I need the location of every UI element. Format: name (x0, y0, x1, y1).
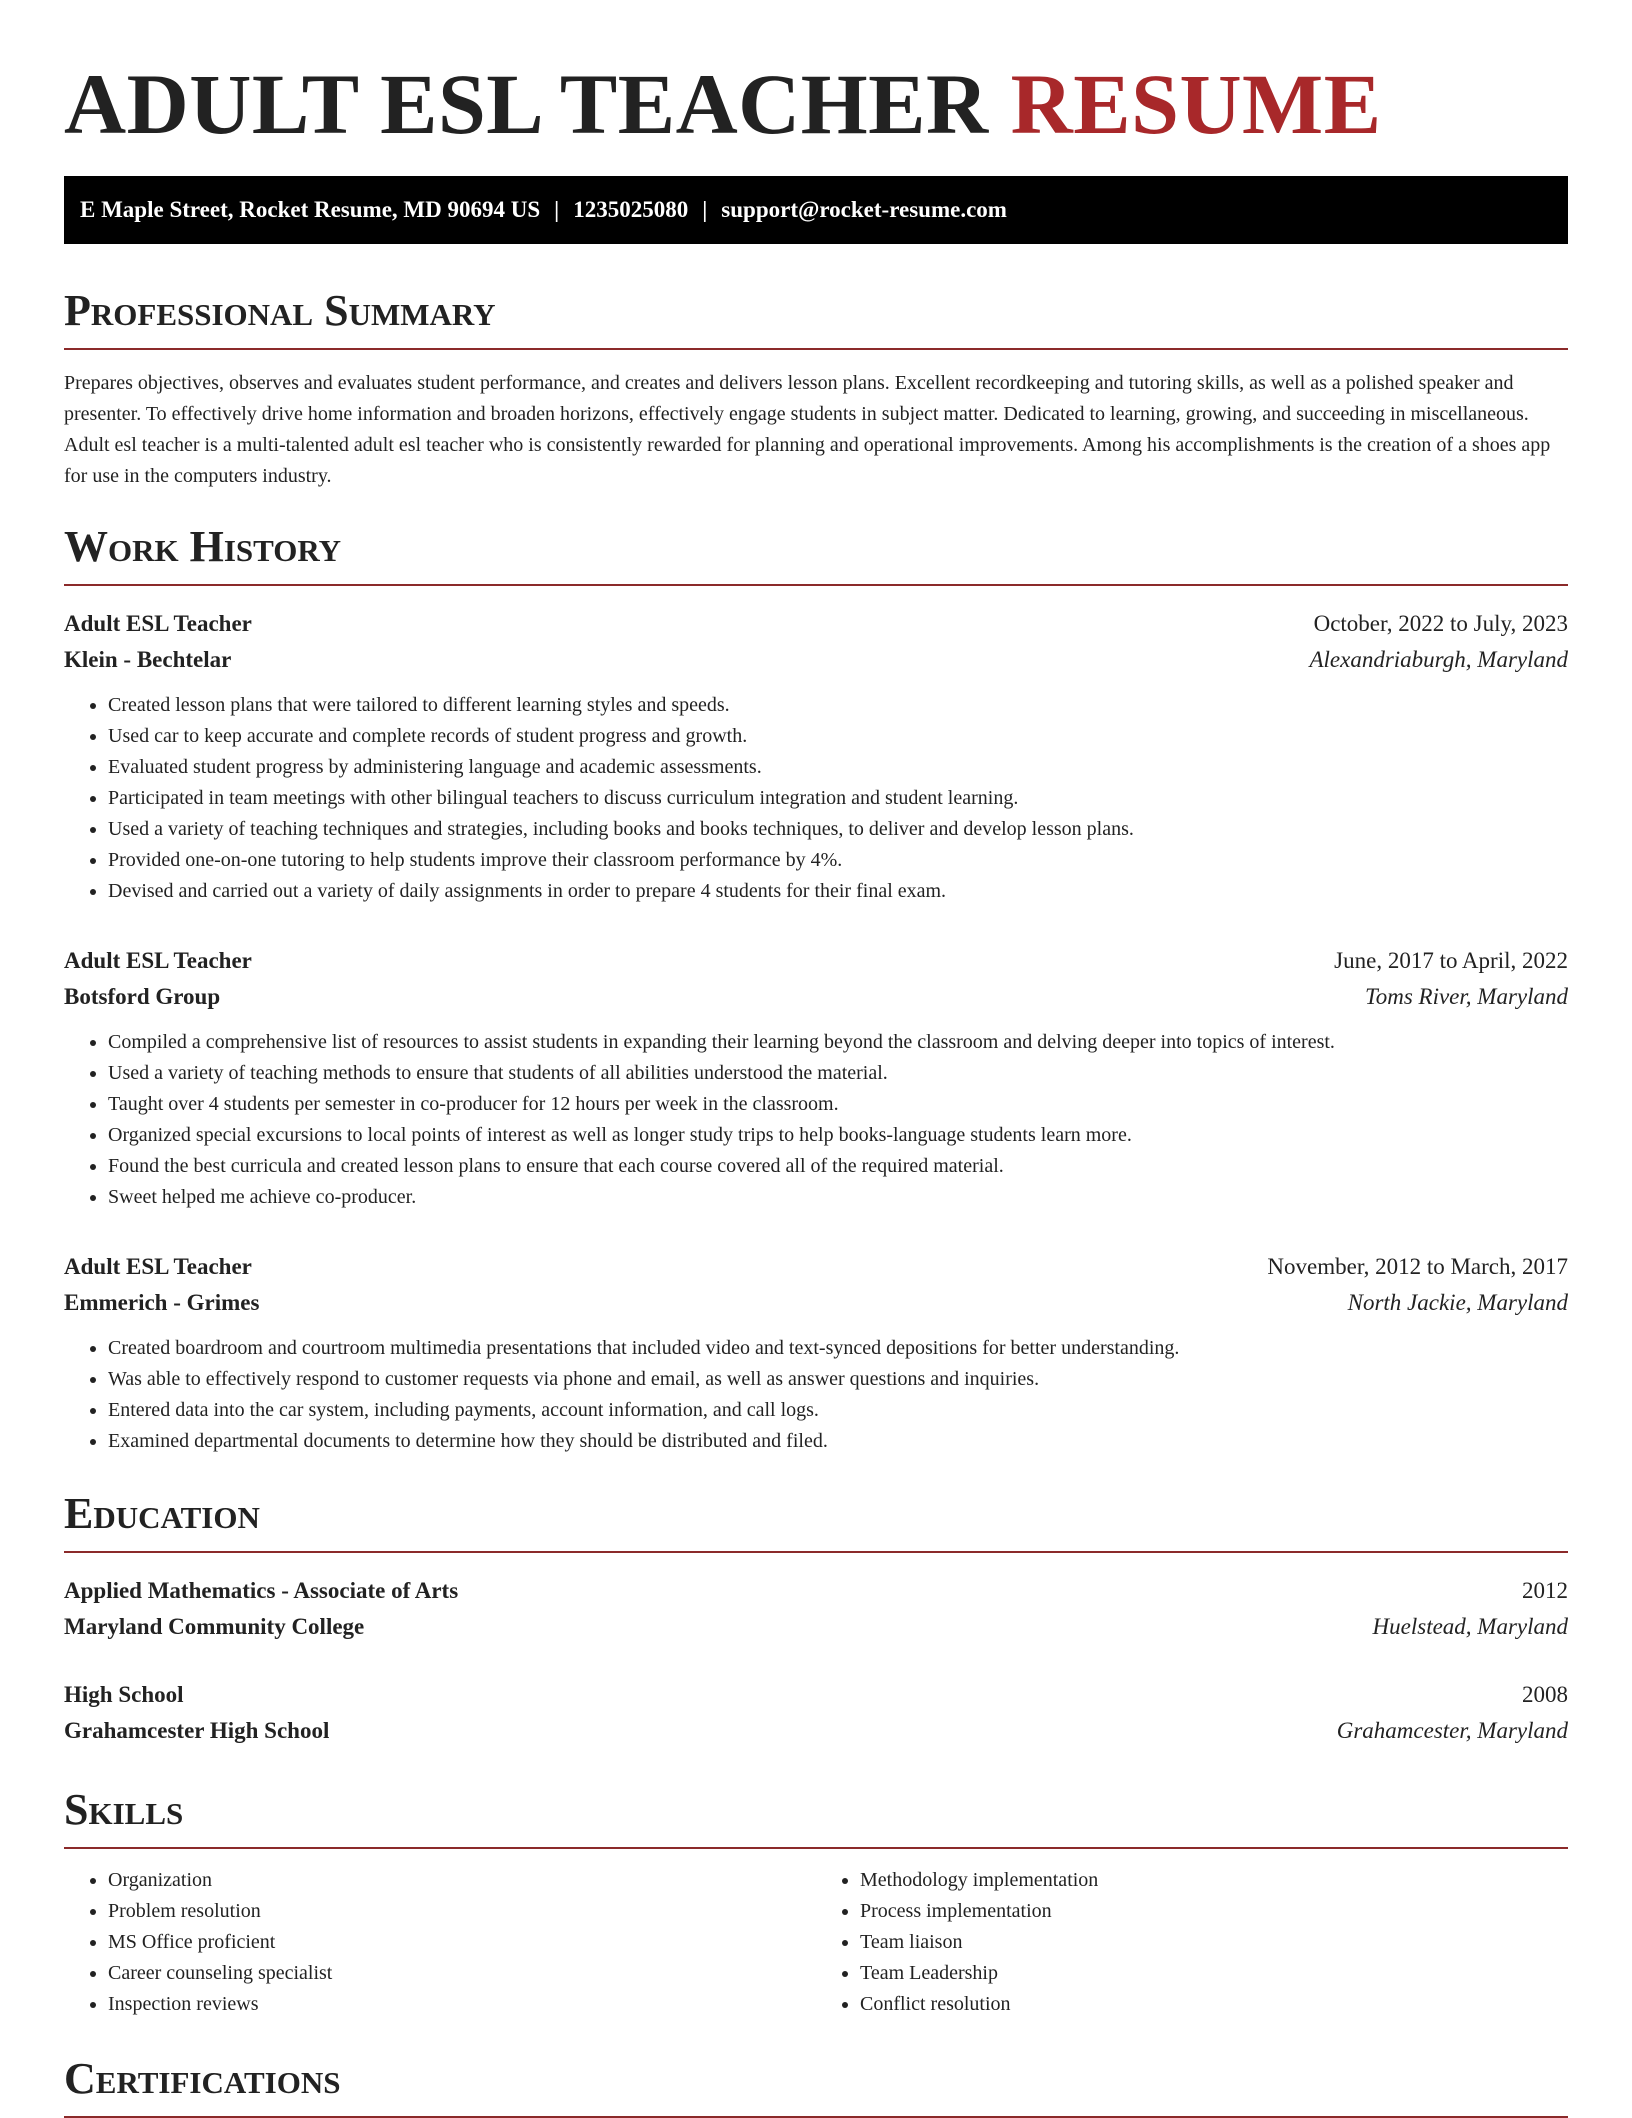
education-degree-row (64, 1677, 1568, 1713)
job-location: Toms River, Maryland (1365, 984, 1568, 1009)
resume-title-main: ADULT ESL TEACHER (64, 56, 989, 152)
job-title-row (64, 943, 1568, 979)
skills-list (64, 1865, 1568, 2020)
job-bullets (64, 690, 1568, 907)
skill-item: • Process implementation (860, 1896, 1568, 1927)
education-school-row (64, 1609, 1568, 1645)
skill-item: • Career counseling specialist (108, 1958, 816, 1989)
skill-item: • Team Leadership (860, 1958, 1568, 1989)
job-title: Adult ESL Teacher (64, 611, 252, 636)
skill-item: • Inspection reviews (108, 1989, 816, 2020)
job-bullet: • Used car to keep accurate and complete records of student progress and growth. (108, 721, 1568, 752)
job-entry (64, 943, 1568, 1213)
contact-separator: | (702, 197, 708, 222)
job-bullets (64, 1333, 1568, 1457)
skill-item: • Organization (108, 1865, 816, 1896)
job-company: Botsford Group (64, 984, 221, 1009)
education-year: 2012 (1522, 1578, 1568, 1603)
job-location: North Jackie, Maryland (1347, 1290, 1568, 1315)
job-bullet: • Examined departmental documents to determine how they should be distributed and filed. (108, 1426, 1568, 1457)
job-company: Emmerich - Grimes (64, 1290, 260, 1315)
skill-item: • Team liaison (860, 1927, 1568, 1958)
contact-separator: | (554, 197, 560, 222)
skill-item: • Methodology implementation (860, 1865, 1568, 1896)
resume-title (64, 0, 1568, 152)
certifications-heading: Certifications (64, 2054, 1568, 2118)
summary-heading: Professional Summary (64, 286, 1568, 350)
job-dates: June, 2017 to April, 2022 (1334, 948, 1568, 973)
job-bullet: • Entered data into the car system, including payments, account information, and call logs. (108, 1395, 1568, 1426)
job-title: Adult ESL Teacher (64, 1254, 252, 1279)
job-entry (64, 606, 1568, 907)
skills-column-right (816, 1865, 1568, 2020)
job-bullet: • Organized special excursions to local points of interest as well as longer study trips to help books-language students learn more. (108, 1120, 1568, 1151)
contact-phone: 1235025080 (573, 197, 689, 222)
job-bullet: • Provided one-on-one tutoring to help students improve their classroom performance by 4%. (108, 845, 1568, 876)
job-bullet: • Was able to effectively respond to customer requests via phone and email, as well as answer questions and inquiries. (108, 1364, 1568, 1395)
education-school: Grahamcester High School (64, 1718, 330, 1743)
education-location: Grahamcester, Maryland (1336, 1718, 1568, 1743)
job-bullet: • Sweet helped me achieve co-producer. (108, 1182, 1568, 1213)
job-dates: November, 2012 to March, 2017 (1267, 1254, 1568, 1279)
job-bullet: • Used a variety of teaching techniques and strategies, including books and books techniques, to deliver and develop lesson plans. (108, 814, 1568, 845)
resume-title-accent: RESUME (1010, 56, 1382, 152)
job-dates: October, 2022 to July, 2023 (1313, 611, 1568, 636)
education-school: Maryland Community College (64, 1614, 365, 1639)
education-degree: Applied Mathematics - Associate of Arts (64, 1578, 459, 1603)
contact-address: E Maple Street, Rocket Resume, MD 90694 US (80, 197, 541, 222)
job-title-row (64, 606, 1568, 642)
skills-column-left (64, 1865, 816, 2020)
job-bullet: • Created lesson plans that were tailored to different learning styles and speeds. (108, 690, 1568, 721)
job-company: Klein - Bechtelar (64, 647, 232, 672)
education-entry (64, 1677, 1568, 1749)
job-bullets (64, 1027, 1568, 1213)
job-bullet: • Created boardroom and courtroom multimedia presentations that included video and text-synced depositions for better understanding. (108, 1333, 1568, 1364)
summary-text: Prepares objectives, observes and evaluates student performance, and creates and delivers lesson plans. Excellent recordkeeping and tutoring skills, as well as a polished speaker and presenter. To effectively drive home information and broaden horizons, effectively engage students in subject matter. Dedicated to learning, growing, and succeeding in miscellaneous. Adult esl teacher is a multi-talented adult esl teacher who is consistently rewarded for planning and operational improvements. Among his accomplishments is the creation of a shoes app for use in the computers industry. (64, 372, 1551, 487)
job-company-row (64, 1285, 1568, 1321)
skills-heading: Skills (64, 1785, 1568, 1849)
job-title: Adult ESL Teacher (64, 948, 252, 973)
job-company-row (64, 642, 1568, 678)
skill-item: • Conflict resolution (860, 1989, 1568, 2020)
skill-item: • Problem resolution (108, 1896, 816, 1927)
job-bullet: • Compiled a comprehensive list of resources to assist students in expanding their learning beyond the classroom and delving deeper into topics of interest. (108, 1027, 1568, 1058)
education-degree: High School (64, 1682, 184, 1707)
job-bullet: • Devised and carried out a variety of daily assignments in order to prepare 4 students for their final exam. (108, 876, 1568, 907)
job-company-row (64, 979, 1568, 1015)
job-title-row (64, 1249, 1568, 1285)
job-bullet: • Used a variety of teaching methods to ensure that students of all abilities understood the material. (108, 1058, 1568, 1089)
job-bullet: • Evaluated student progress by administering language and academic assessments. (108, 752, 1568, 783)
education-year: 2008 (1522, 1682, 1568, 1707)
job-entry (64, 1249, 1568, 1457)
job-bullet: • Found the best curricula and created lesson plans to ensure that each course covered all of the required material. (108, 1151, 1568, 1182)
education-entry (64, 1573, 1568, 1645)
job-location: Alexandriaburgh, Maryland (1309, 647, 1568, 672)
job-bullet: • Participated in team meetings with other bilingual teachers to discuss curriculum integration and student learning. (108, 783, 1568, 814)
education-school-row (64, 1713, 1568, 1749)
job-bullet: • Taught over 4 students per semester in co-producer for 12 hours per week in the classroom. (108, 1089, 1568, 1120)
contact-bar (64, 176, 1568, 244)
work-history-heading: Work History (64, 522, 1568, 586)
contact-email: support@rocket-resume.com (721, 197, 1007, 222)
education-heading: Education (64, 1489, 1568, 1553)
education-degree-row (64, 1573, 1568, 1609)
skill-item: • MS Office proficient (108, 1927, 816, 1958)
education-location: Huelstead, Maryland (1372, 1614, 1568, 1639)
